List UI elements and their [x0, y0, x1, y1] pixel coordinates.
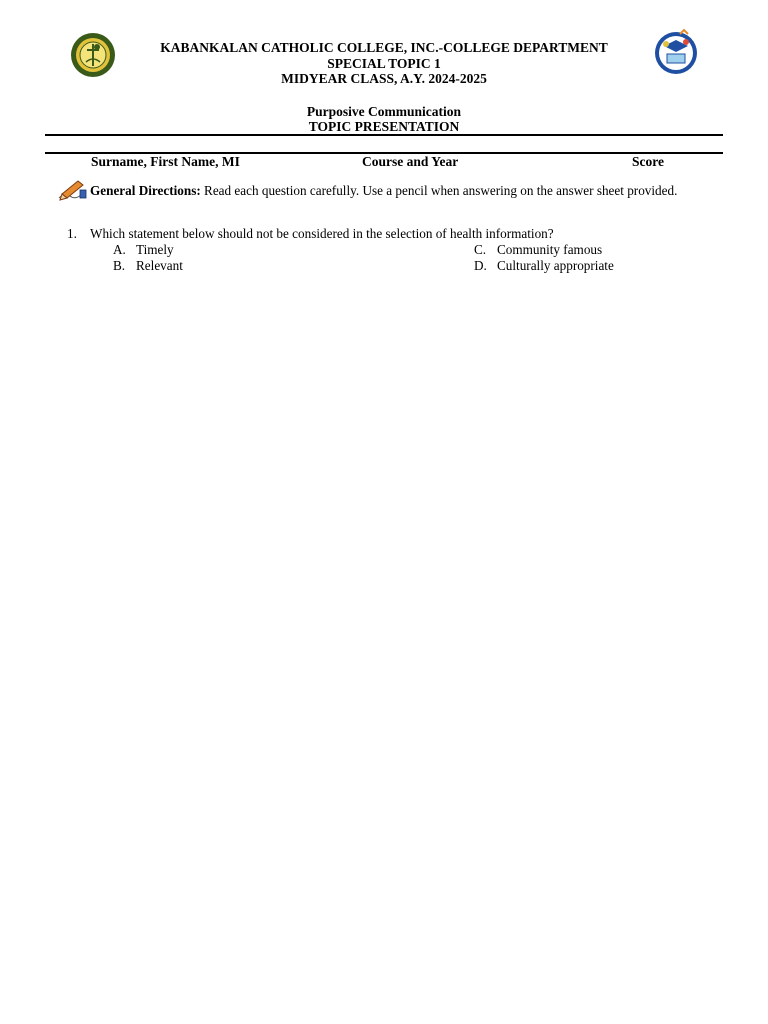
option-text: Relevant — [136, 258, 183, 273]
name-field-label: Surname, First Name, MI — [91, 154, 240, 169]
option-text: Culturally appropriate — [497, 258, 614, 273]
option-letter: D. — [474, 258, 487, 273]
document-title: TOPIC PRESENTATION — [308, 119, 460, 134]
question-number: 1. — [67, 226, 77, 241]
directions-text: Read each question carefully. Use a pencil when answering on the answer sheet provided. — [204, 183, 678, 198]
class-year-line: MIDYEAR CLASS, A.Y. 2024-2025 — [281, 71, 487, 86]
subject-block — [100, 104, 668, 134]
option-letter: A. — [113, 242, 126, 257]
option-letter: B. — [113, 258, 126, 273]
option-letter: C. — [474, 242, 487, 257]
course-year-field-label: Course and Year — [362, 154, 459, 169]
option-text: Community famous — [497, 242, 603, 257]
course-name: Purposive Communication — [306, 104, 462, 119]
directions-label: General Directions: — [90, 183, 201, 198]
special-topic-line: SPECIAL TOPIC 1 — [327, 55, 441, 71]
institution-header — [100, 40, 668, 87]
general-directions — [90, 183, 677, 199]
score-field-label: Score — [632, 154, 664, 169]
title-divider — [45, 134, 723, 136]
institution-name: KABANKALAN CATHOLIC COLLEGE, INC.-COLLEGE DEPARTMENT — [160, 40, 608, 55]
option-text: Timely — [136, 242, 174, 257]
pencil-writing-icon — [56, 178, 88, 202]
question-text: Which statement below should not be considered in the selection of health information? — [90, 226, 554, 241]
department-crest-logo — [650, 28, 702, 76]
